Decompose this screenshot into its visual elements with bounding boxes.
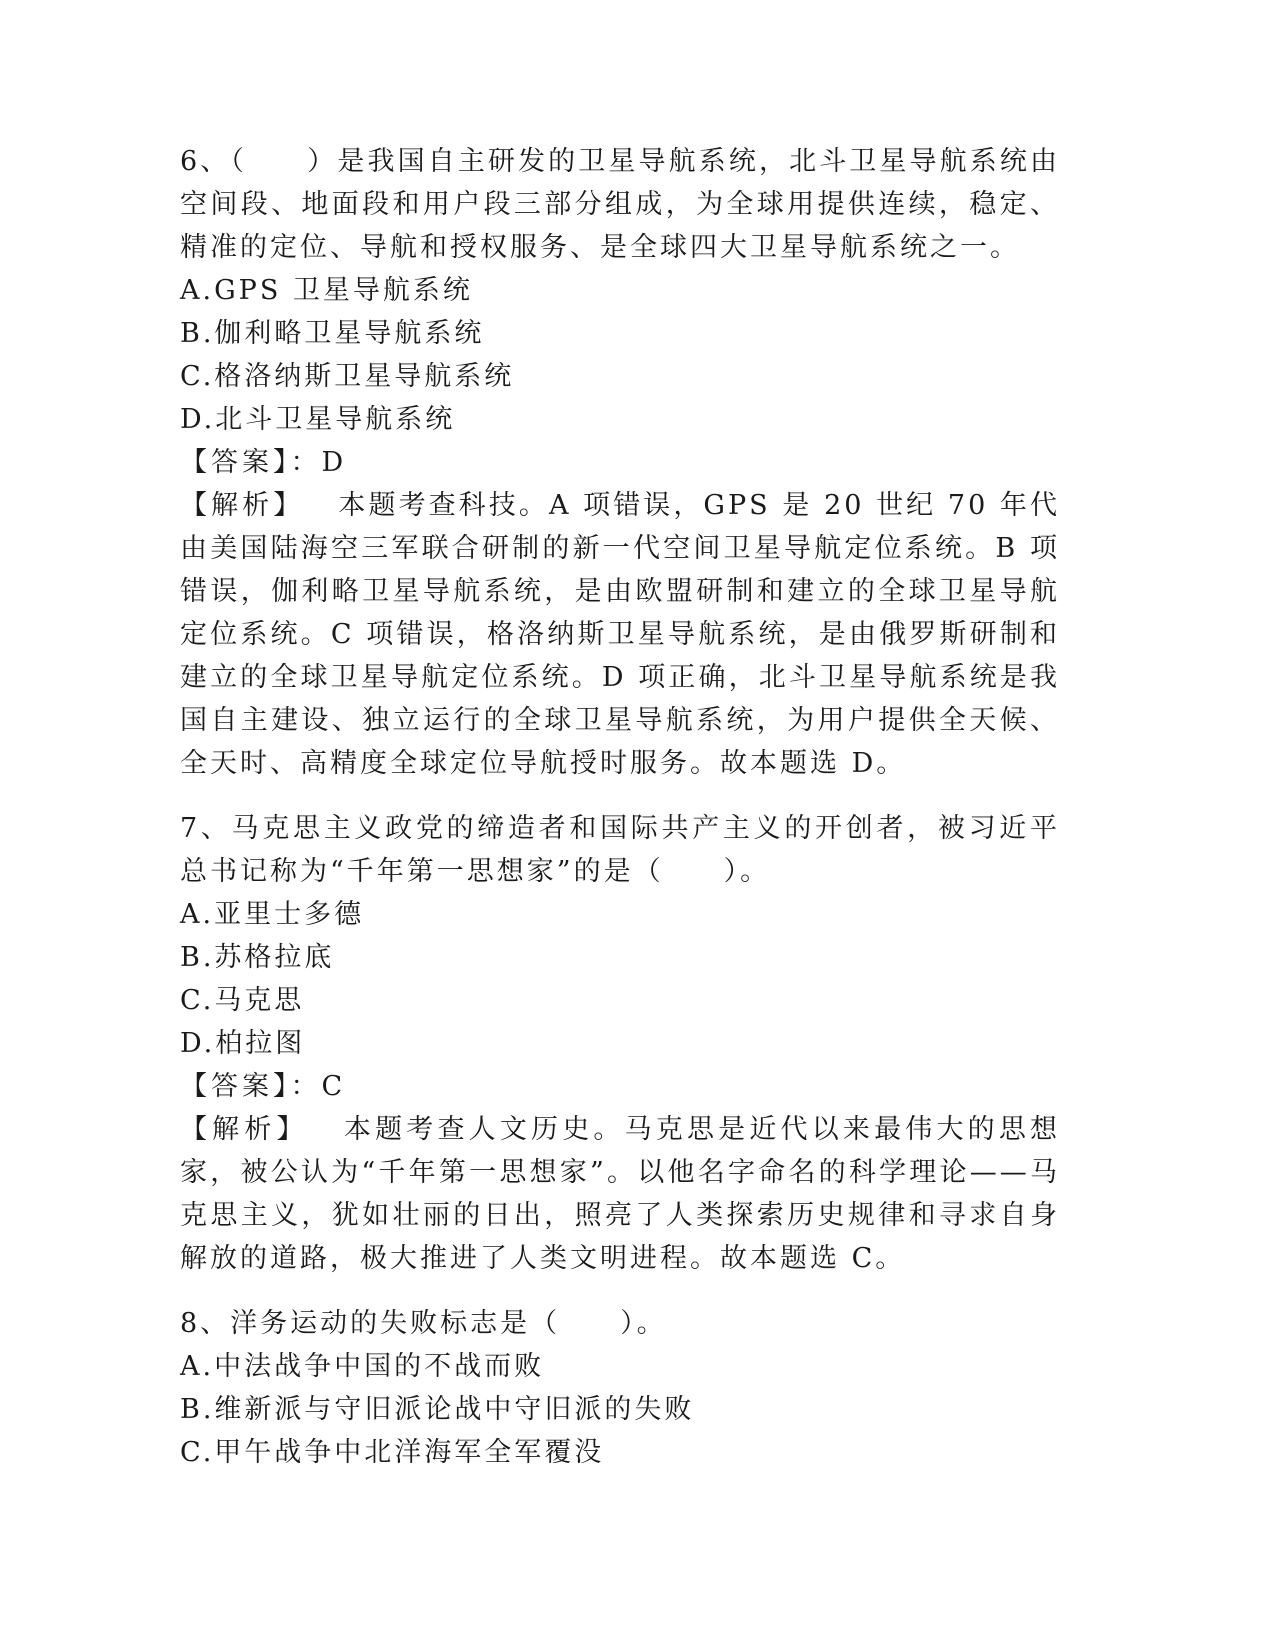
option-c: C.马克思 [180,985,305,1016]
option-b: B.苏格拉底 [180,942,335,973]
answer-line [180,1065,1060,1108]
option-d: D.柏拉图 [180,1028,306,1059]
option-b: B.维新派与守旧派论战中守旧派的失败 [180,1394,695,1425]
analysis-label: 【解析】 [180,490,305,521]
question-stem: 7、马克思主义政党的缔造者和国际共产主义的开创者，被习近平总书记称为“千年第一思想家”的是（ ）。 [180,813,1060,887]
analysis-line [180,1108,1060,1280]
question-stem: 8、洋务运动的失败标志是（ ）。 [180,1308,667,1339]
answer-value: C [321,1071,346,1102]
option-c: C.格洛纳斯卫星导航系统 [180,361,515,392]
answer-label: 【答案】： [180,447,322,478]
analysis-line [180,484,1060,785]
question-8 [180,1302,1060,1474]
question-7 [180,807,1060,1280]
answer-value: D [321,447,347,478]
answer-line [180,441,1060,484]
answer-label: 【答案】： [180,1071,322,1102]
option-d: D.北斗卫星导航系统 [180,404,456,435]
document-page [180,140,1060,1474]
question-stem: 6、（ ）是我国自主研发的卫星导航系统，北斗卫星导航系统由空间段、地面段和用户段三部分组成，为全球用提供连续，稳定、精准的定位、导航和授权服务、是全球四大卫星导航系统之一。 [180,146,1060,263]
option-b: B.伽利略卫星导航系统 [180,318,485,349]
analysis-text: 本题考查科技。A 项错误，GPS 是 20 世纪 70 年代由美国陆海空三军联合研制的新一代空间卫星导航定位系统。B 项错误，伽利略卫星导航系统，是由欧盟研制和建立的全球卫星导航定位系统。C 项错误，格洛纳斯卫星导航系统，是由俄罗斯研制和建立的全球卫星导航定位系统。D 项正确，北斗卫星导航系统是我国自主建设、独立运行的全球卫星导航系统，为用户提供全天候、全天时、高精度全球定位导航授时服务。故本题选 D。 [180,490,1060,779]
option-a: A.GPS 卫星导航系统 [180,275,473,306]
option-a: A.亚里士多德 [180,899,365,930]
question-6 [180,140,1060,785]
option-a: A.中法战争中国的不战而败 [180,1351,545,1382]
analysis-text: 本题考查人文历史。马克思是近代以来最伟大的思想家，被公认为“千年第一思想家”。以他名字命名的科学理论——马克思主义，犹如壮丽的日出，照亮了人类探索历史规律和寻求自身解放的道路，极大推进了人类文明进程。故本题选 C。 [180,1114,1061,1274]
analysis-label: 【解析】 [180,1114,309,1145]
option-c: C.甲午战争中北洋海军全军覆没 [180,1437,605,1468]
